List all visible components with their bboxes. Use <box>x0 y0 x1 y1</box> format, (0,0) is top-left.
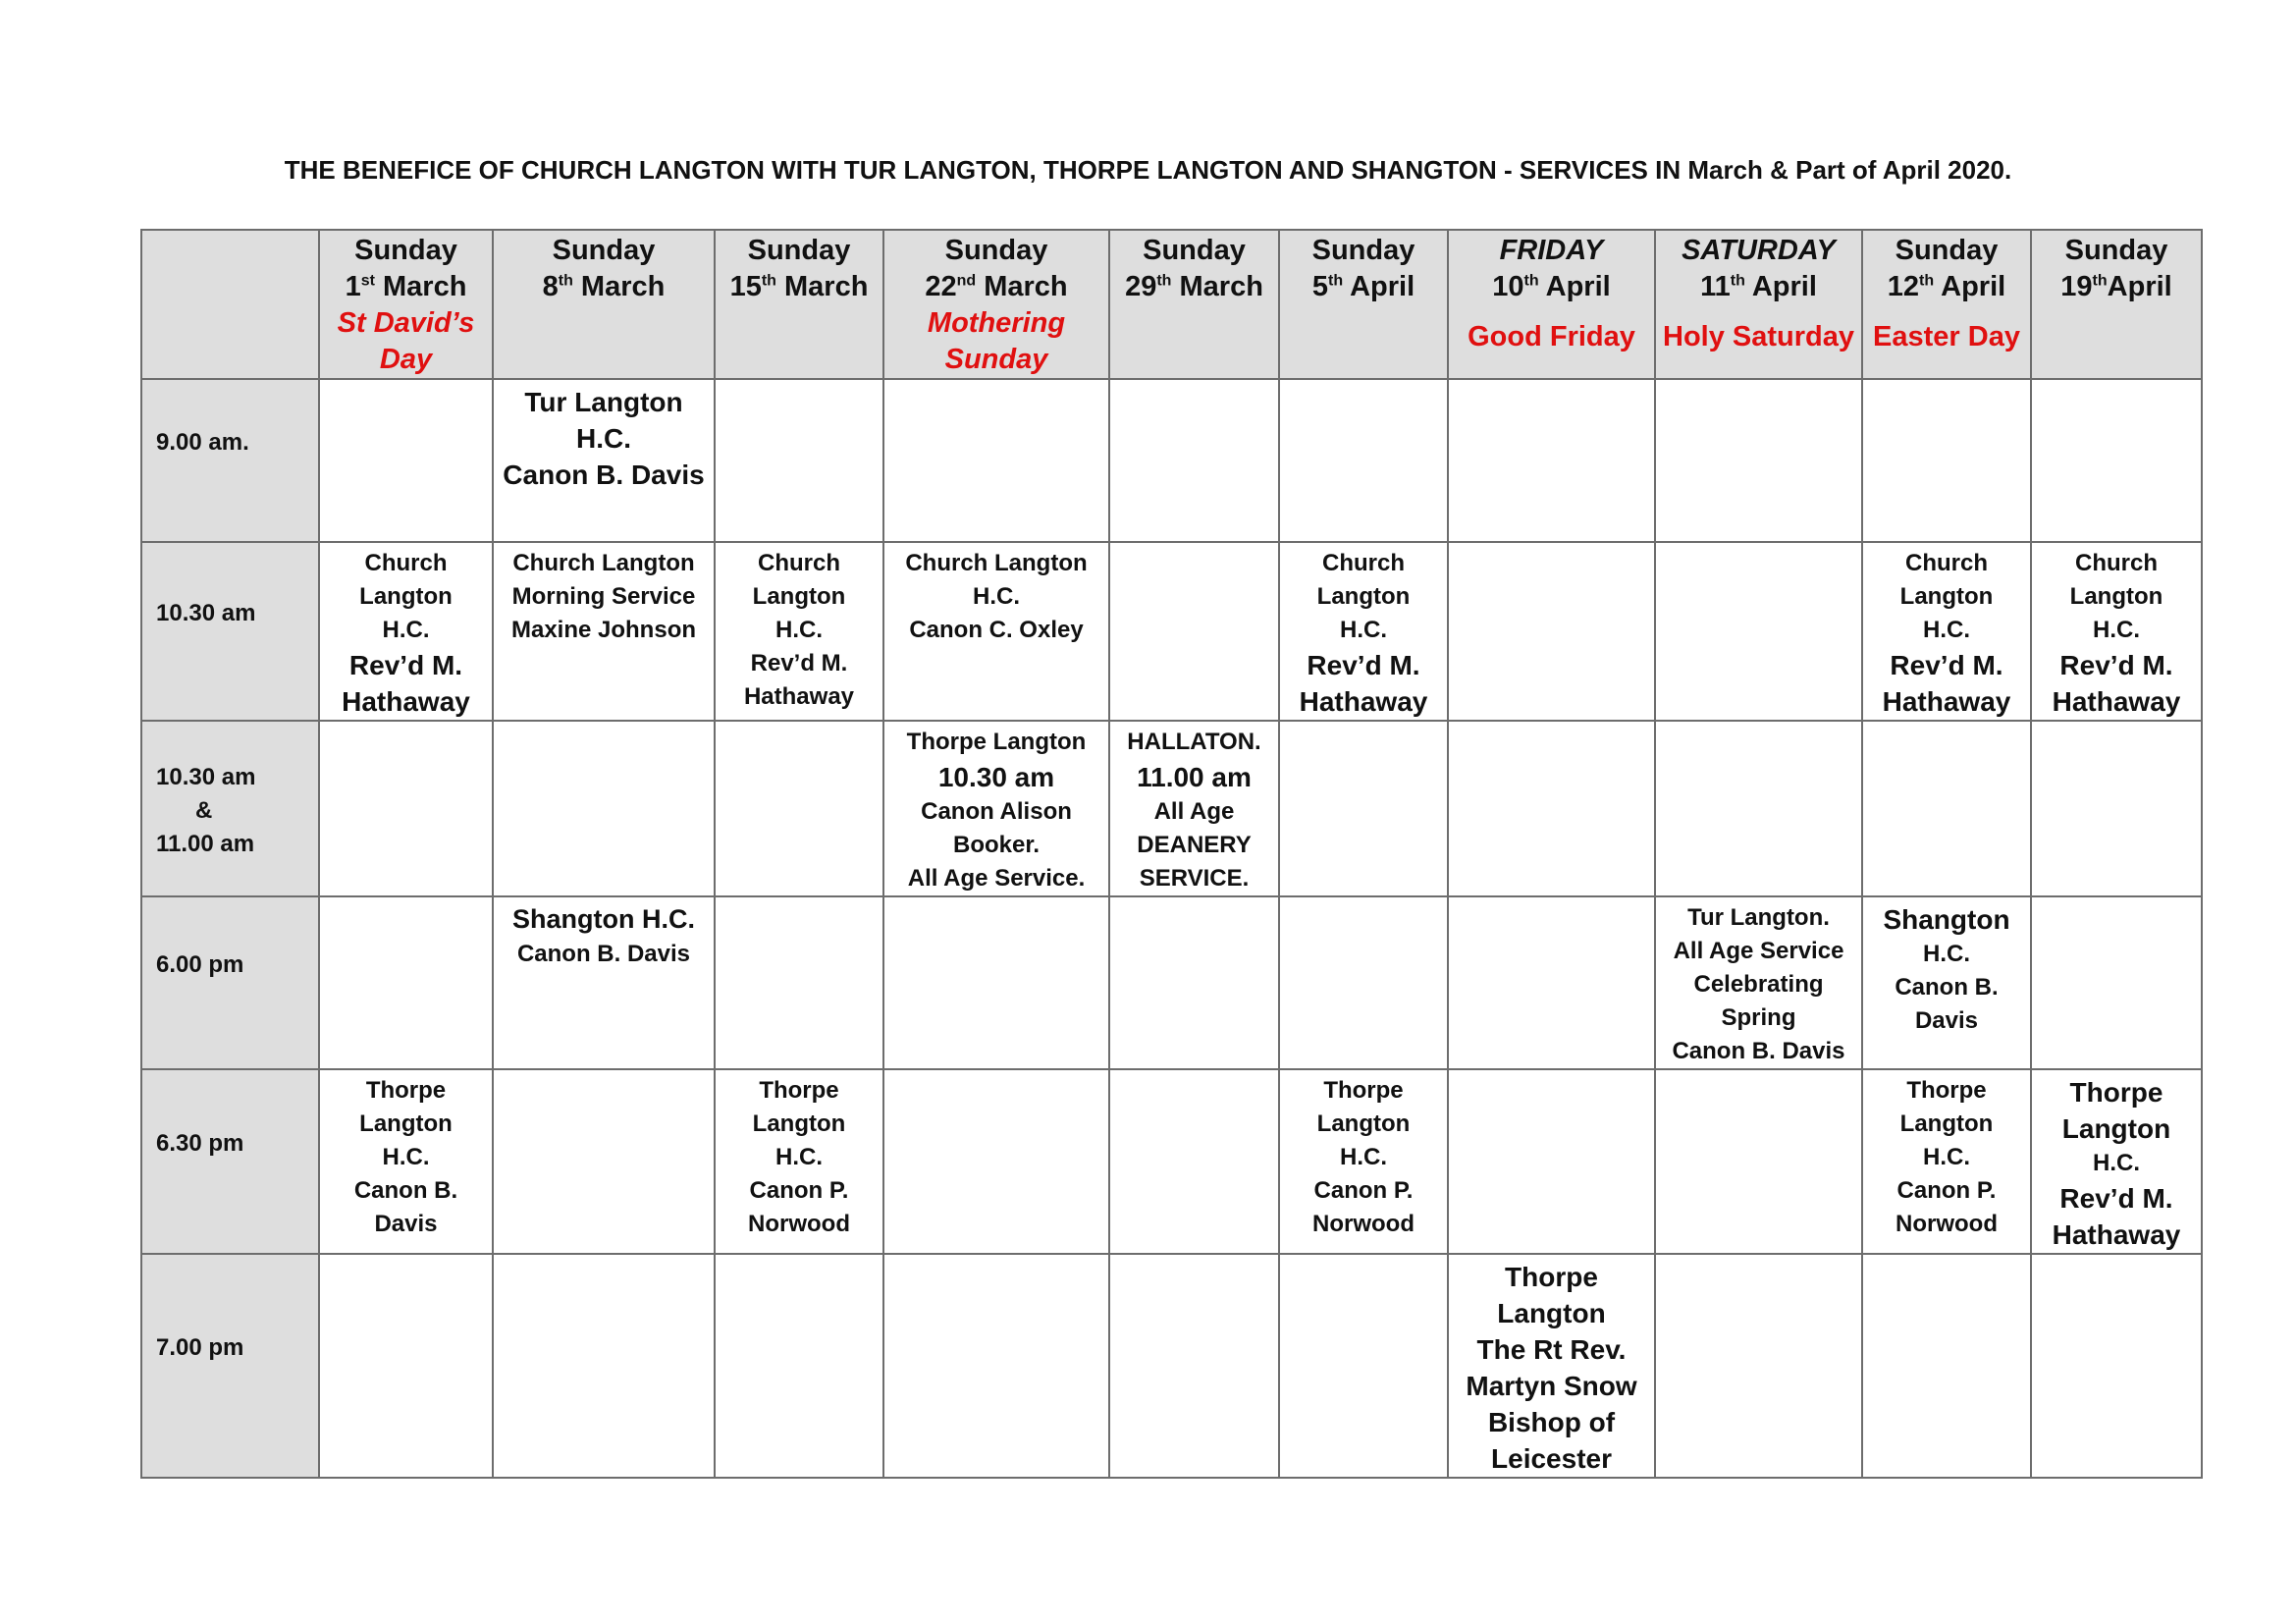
service-cell <box>1279 721 1448 896</box>
service-line: 11.00 am <box>1137 762 1252 792</box>
service-line: Canon B. Davis <box>516 941 691 967</box>
service-cell <box>319 1069 493 1254</box>
service-line: Booker. <box>952 832 1041 858</box>
service-cell <box>1862 542 2031 721</box>
service-line: SERVICE. <box>1139 865 1250 892</box>
service-cell <box>715 1254 883 1478</box>
service-line: Morning Service <box>511 583 696 610</box>
date-month: March <box>374 271 467 302</box>
service-line: Canon P. <box>1313 1177 1414 1204</box>
service-cell <box>319 721 493 896</box>
date-suffix: nd <box>956 272 977 290</box>
service-line: H.C. <box>2093 1150 2140 1176</box>
date-line <box>324 269 488 305</box>
service-cell <box>319 379 493 542</box>
feast-label: Sunday <box>944 344 1048 375</box>
date-line <box>1867 269 2026 305</box>
service-line: Rev’d M. <box>2059 650 2173 680</box>
service-line: H.C. <box>2093 617 2140 643</box>
service-cell <box>883 542 1109 721</box>
service-cell <box>715 721 883 896</box>
column-header <box>2031 230 2202 379</box>
service-cell <box>715 542 883 721</box>
date-month: April <box>1744 271 1817 302</box>
service-line: Thorpe <box>1323 1077 1404 1104</box>
service-cell <box>1862 379 2031 542</box>
date-month: April <box>2107 271 2172 302</box>
service-line: H.C. <box>1923 1144 1970 1170</box>
time-cell <box>141 379 319 542</box>
service-cell <box>883 721 1109 896</box>
service-line: Langton <box>2061 1113 2171 1144</box>
service-line: DEANERY <box>1137 832 1252 858</box>
service-cell <box>1279 379 1448 542</box>
date-suffix: th <box>1730 272 1745 290</box>
date-month: April <box>1538 271 1611 302</box>
service-line: Church Langton <box>512 550 695 576</box>
service-cell <box>1279 1069 1448 1254</box>
service-row <box>141 1254 2202 1478</box>
day-name: Sunday <box>944 235 1048 266</box>
service-cell <box>1655 721 1862 896</box>
service-line: All Age Service <box>1673 938 1844 964</box>
service-cell <box>1655 1069 1862 1254</box>
service-line: H.C. <box>775 1144 823 1170</box>
service-cell <box>1448 1254 1655 1478</box>
service-line: H.C. <box>576 423 631 454</box>
date-number: 29 <box>1125 271 1157 302</box>
service-cell <box>2031 1069 2202 1254</box>
service-line: Thorpe <box>759 1077 839 1104</box>
date-suffix: th <box>1919 272 1935 290</box>
service-cell <box>1109 542 1279 721</box>
service-line: Hathaway <box>342 686 470 717</box>
service-line: Norwood <box>1896 1211 1998 1237</box>
day-name: Sunday <box>1143 235 1246 266</box>
service-line: Maxine Johnson <box>510 617 697 643</box>
service-cell <box>2031 1254 2202 1478</box>
date-suffix: th <box>558 272 573 290</box>
service-line: Hathaway <box>1299 686 1428 717</box>
time-label: & <box>195 796 213 824</box>
day-name: FRIDAY <box>1499 235 1604 266</box>
service-cell <box>2031 896 2202 1069</box>
service-cell <box>493 379 715 542</box>
service-line: Rev’d M. <box>2059 1183 2173 1214</box>
date-suffix: th <box>2092 272 2108 290</box>
time-cell <box>141 1069 319 1254</box>
service-line: Davis <box>1914 1007 1979 1034</box>
feast-label: St David’s <box>337 307 475 339</box>
service-cell <box>1109 896 1279 1069</box>
service-line: Church Langton <box>905 550 1088 576</box>
service-cell <box>1655 379 1862 542</box>
service-line: Tur Langton. <box>1687 904 1830 931</box>
service-line: Langton <box>1899 1110 1994 1137</box>
service-line: Langton <box>359 583 453 610</box>
date-suffix: th <box>1523 272 1539 290</box>
service-row <box>141 379 2202 542</box>
service-cell <box>493 1069 715 1254</box>
service-line: The Rt Rev. <box>1476 1334 1627 1365</box>
service-cell <box>1279 1254 1448 1478</box>
time-cell <box>141 896 319 1069</box>
service-cell <box>2031 379 2202 542</box>
service-cell <box>1109 1254 1279 1478</box>
service-cell <box>1862 1069 2031 1254</box>
service-row <box>141 1069 2202 1254</box>
date-number: 8 <box>542 271 559 302</box>
time-label: 10.30 am <box>156 763 256 790</box>
service-line: Rev’d M. <box>1307 650 1420 680</box>
day-name: Sunday <box>2064 235 2168 266</box>
service-line: Shangton <box>1883 904 2010 935</box>
service-cell <box>883 896 1109 1069</box>
service-line: H.C. <box>382 1144 430 1170</box>
date-month: April <box>1934 271 2006 302</box>
time-label: 9.00 am. <box>156 429 249 456</box>
date-suffix: th <box>761 272 776 290</box>
service-cell <box>1109 1069 1279 1254</box>
service-line: Church <box>2075 550 2158 576</box>
service-line: Thorpe <box>1505 1262 1598 1292</box>
service-line: Church <box>1905 550 1988 576</box>
service-line: Bishop of <box>1487 1407 1616 1437</box>
column-header <box>1279 230 1448 379</box>
service-cell <box>883 379 1109 542</box>
service-line: Langton <box>1316 583 1411 610</box>
service-line: Canon B. Davis <box>1672 1038 1845 1064</box>
service-line: Canon C. Oxley <box>909 617 1084 643</box>
service-line: Celebrating <box>1693 971 1824 998</box>
service-line: H.C. <box>1340 1144 1387 1170</box>
service-cell <box>2031 542 2202 721</box>
service-row <box>141 542 2202 721</box>
service-cell <box>715 896 883 1069</box>
column-header <box>319 230 493 379</box>
feast-label: Mothering <box>927 307 1066 339</box>
day-name: Sunday <box>1311 235 1415 266</box>
column-header <box>1862 230 2031 379</box>
service-cell <box>493 896 715 1069</box>
date-number: 11 <box>1700 271 1731 302</box>
service-line: Canon B. Davis <box>503 460 705 490</box>
date-month: March <box>976 271 1068 302</box>
service-cell <box>2031 721 2202 896</box>
column-header <box>715 230 883 379</box>
date-line <box>720 269 879 305</box>
service-line: Hathaway <box>1882 686 2011 717</box>
service-line: Norwood <box>748 1211 850 1237</box>
service-line: Thorpe <box>365 1077 447 1104</box>
services-table <box>140 229 2203 1479</box>
service-cell <box>1448 542 1655 721</box>
date-number: 22 <box>925 271 957 302</box>
service-line: Langton <box>2069 583 2163 610</box>
service-line: H.C. <box>1340 617 1387 643</box>
service-line: Tur Langton <box>524 387 683 417</box>
service-row <box>141 896 2202 1069</box>
service-line: Langton <box>1899 583 1994 610</box>
day-name: Sunday <box>1895 235 1999 266</box>
column-header <box>1109 230 1279 379</box>
service-line: Hathaway <box>2052 686 2181 717</box>
service-cell <box>715 1069 883 1254</box>
feast-label: Easter Day <box>1873 321 2020 352</box>
service-cell <box>319 1254 493 1478</box>
date-month: March <box>572 271 666 302</box>
time-label: 11.00 am <box>156 830 255 857</box>
service-cell <box>1655 1254 1862 1478</box>
date-line <box>888 269 1104 305</box>
date-month: March <box>1171 271 1263 302</box>
service-cell <box>319 542 493 721</box>
service-cell <box>1862 721 2031 896</box>
service-line: Martyn Snow <box>1466 1371 1637 1401</box>
page-title: THE BENEFICE OF CHURCH LANGTON WITH TUR LANGTON, THORPE LANGTON AND SHANGTON - SERVICES IN March & Part of April 2020. <box>284 155 2012 185</box>
service-line: Langton <box>752 583 846 610</box>
service-line: All Age Service. <box>907 865 1086 892</box>
service-line: Shangton H.C. <box>512 904 695 934</box>
corner-cell <box>141 230 319 379</box>
service-line: Canon Alison <box>921 798 1072 825</box>
feast-label: Day <box>379 344 433 375</box>
date-month: April <box>1343 271 1415 302</box>
feast-label: Good Friday <box>1468 321 1635 352</box>
column-header <box>883 230 1109 379</box>
service-line: Canon P. <box>1896 1177 1997 1204</box>
service-line: Hathaway <box>743 683 855 710</box>
service-cell <box>1448 721 1655 896</box>
date-number: 19 <box>2060 271 2093 302</box>
date-suffix: th <box>1156 272 1172 290</box>
service-line: Langton <box>359 1110 453 1137</box>
date-number: 1 <box>345 271 361 302</box>
service-cell <box>715 379 883 542</box>
feast-label: Holy Saturday <box>1663 321 1854 352</box>
service-cell <box>1862 1254 2031 1478</box>
service-line: Rev’d M. <box>348 650 463 680</box>
service-line: Thorpe Langton <box>906 729 1087 755</box>
date-number: 10 <box>1492 271 1524 302</box>
day-name: SATURDAY <box>1682 235 1836 266</box>
service-row <box>141 721 2202 896</box>
date-number: 5 <box>1311 271 1328 302</box>
service-line: Church <box>758 550 840 576</box>
time-label: 7.00 pm <box>156 1334 244 1361</box>
service-line: HALLATON. <box>1127 729 1261 755</box>
service-line: Davis <box>374 1211 438 1237</box>
date-number: 15 <box>729 271 762 302</box>
service-line: Canon B. <box>353 1177 458 1204</box>
service-line: Langton <box>752 1110 846 1137</box>
time-cell <box>141 721 319 896</box>
time-label: 10.30 am <box>156 600 256 626</box>
service-line: Canon B. <box>1895 974 1999 1001</box>
service-cell <box>1655 896 1862 1069</box>
service-line: H.C. <box>1923 617 1970 643</box>
service-cell <box>493 542 715 721</box>
column-header <box>1655 230 1862 379</box>
service-line: Norwood <box>1312 1211 1415 1237</box>
date-line <box>1284 269 1443 305</box>
date-suffix: st <box>360 272 375 290</box>
date-line <box>1660 269 1857 305</box>
service-cell <box>1279 896 1448 1069</box>
date-line <box>1114 269 1274 305</box>
column-header <box>1448 230 1655 379</box>
service-cell <box>1862 896 2031 1069</box>
service-line: 10.30 am <box>937 762 1055 792</box>
service-cell <box>319 896 493 1069</box>
column-header <box>493 230 715 379</box>
service-line: All Age <box>1153 798 1235 825</box>
day-name: Sunday <box>354 235 457 266</box>
date-suffix: th <box>1327 272 1344 290</box>
time-label: 6.00 pm <box>156 951 244 978</box>
service-line: Thorpe <box>1906 1077 1987 1104</box>
service-line: Hathaway <box>2052 1219 2181 1250</box>
service-cell <box>1109 379 1279 542</box>
time-cell <box>141 1254 319 1478</box>
service-cell <box>1448 379 1655 542</box>
service-line: Church <box>1322 550 1405 576</box>
header-row <box>141 230 2202 379</box>
date-line <box>498 269 710 305</box>
service-line: H.C. <box>973 583 1020 610</box>
date-month: March <box>775 271 869 302</box>
service-cell <box>493 721 715 896</box>
service-cell <box>493 1254 715 1478</box>
service-line: Church <box>364 550 448 576</box>
service-cell <box>1448 896 1655 1069</box>
service-cell <box>1109 721 1279 896</box>
date-number: 12 <box>1887 271 1920 302</box>
service-line: Langton <box>1497 1298 1606 1328</box>
service-cell <box>883 1069 1109 1254</box>
service-cell <box>1448 1069 1655 1254</box>
time-label: 6.30 pm <box>156 1130 244 1157</box>
date-line <box>1453 269 1650 305</box>
service-line: Spring <box>1721 1004 1796 1031</box>
service-line: Rev’d M. <box>1890 650 2003 680</box>
service-line: Rev’d M. <box>750 650 848 677</box>
service-line: Canon P. <box>749 1177 849 1204</box>
service-line: Thorpe <box>2069 1077 2163 1108</box>
day-name: Sunday <box>747 235 851 266</box>
service-cell <box>1279 542 1448 721</box>
service-line: H.C. <box>1923 941 1970 967</box>
day-name: Sunday <box>552 235 656 266</box>
service-line: H.C. <box>775 617 823 643</box>
table-body <box>141 379 2202 1478</box>
service-line: H.C. <box>382 617 430 643</box>
service-cell <box>1655 542 1862 721</box>
service-cell <box>883 1254 1109 1478</box>
service-line: Leicester <box>1491 1443 1612 1474</box>
time-cell <box>141 542 319 721</box>
date-line <box>2036 269 2197 305</box>
service-line: Langton <box>1316 1110 1411 1137</box>
